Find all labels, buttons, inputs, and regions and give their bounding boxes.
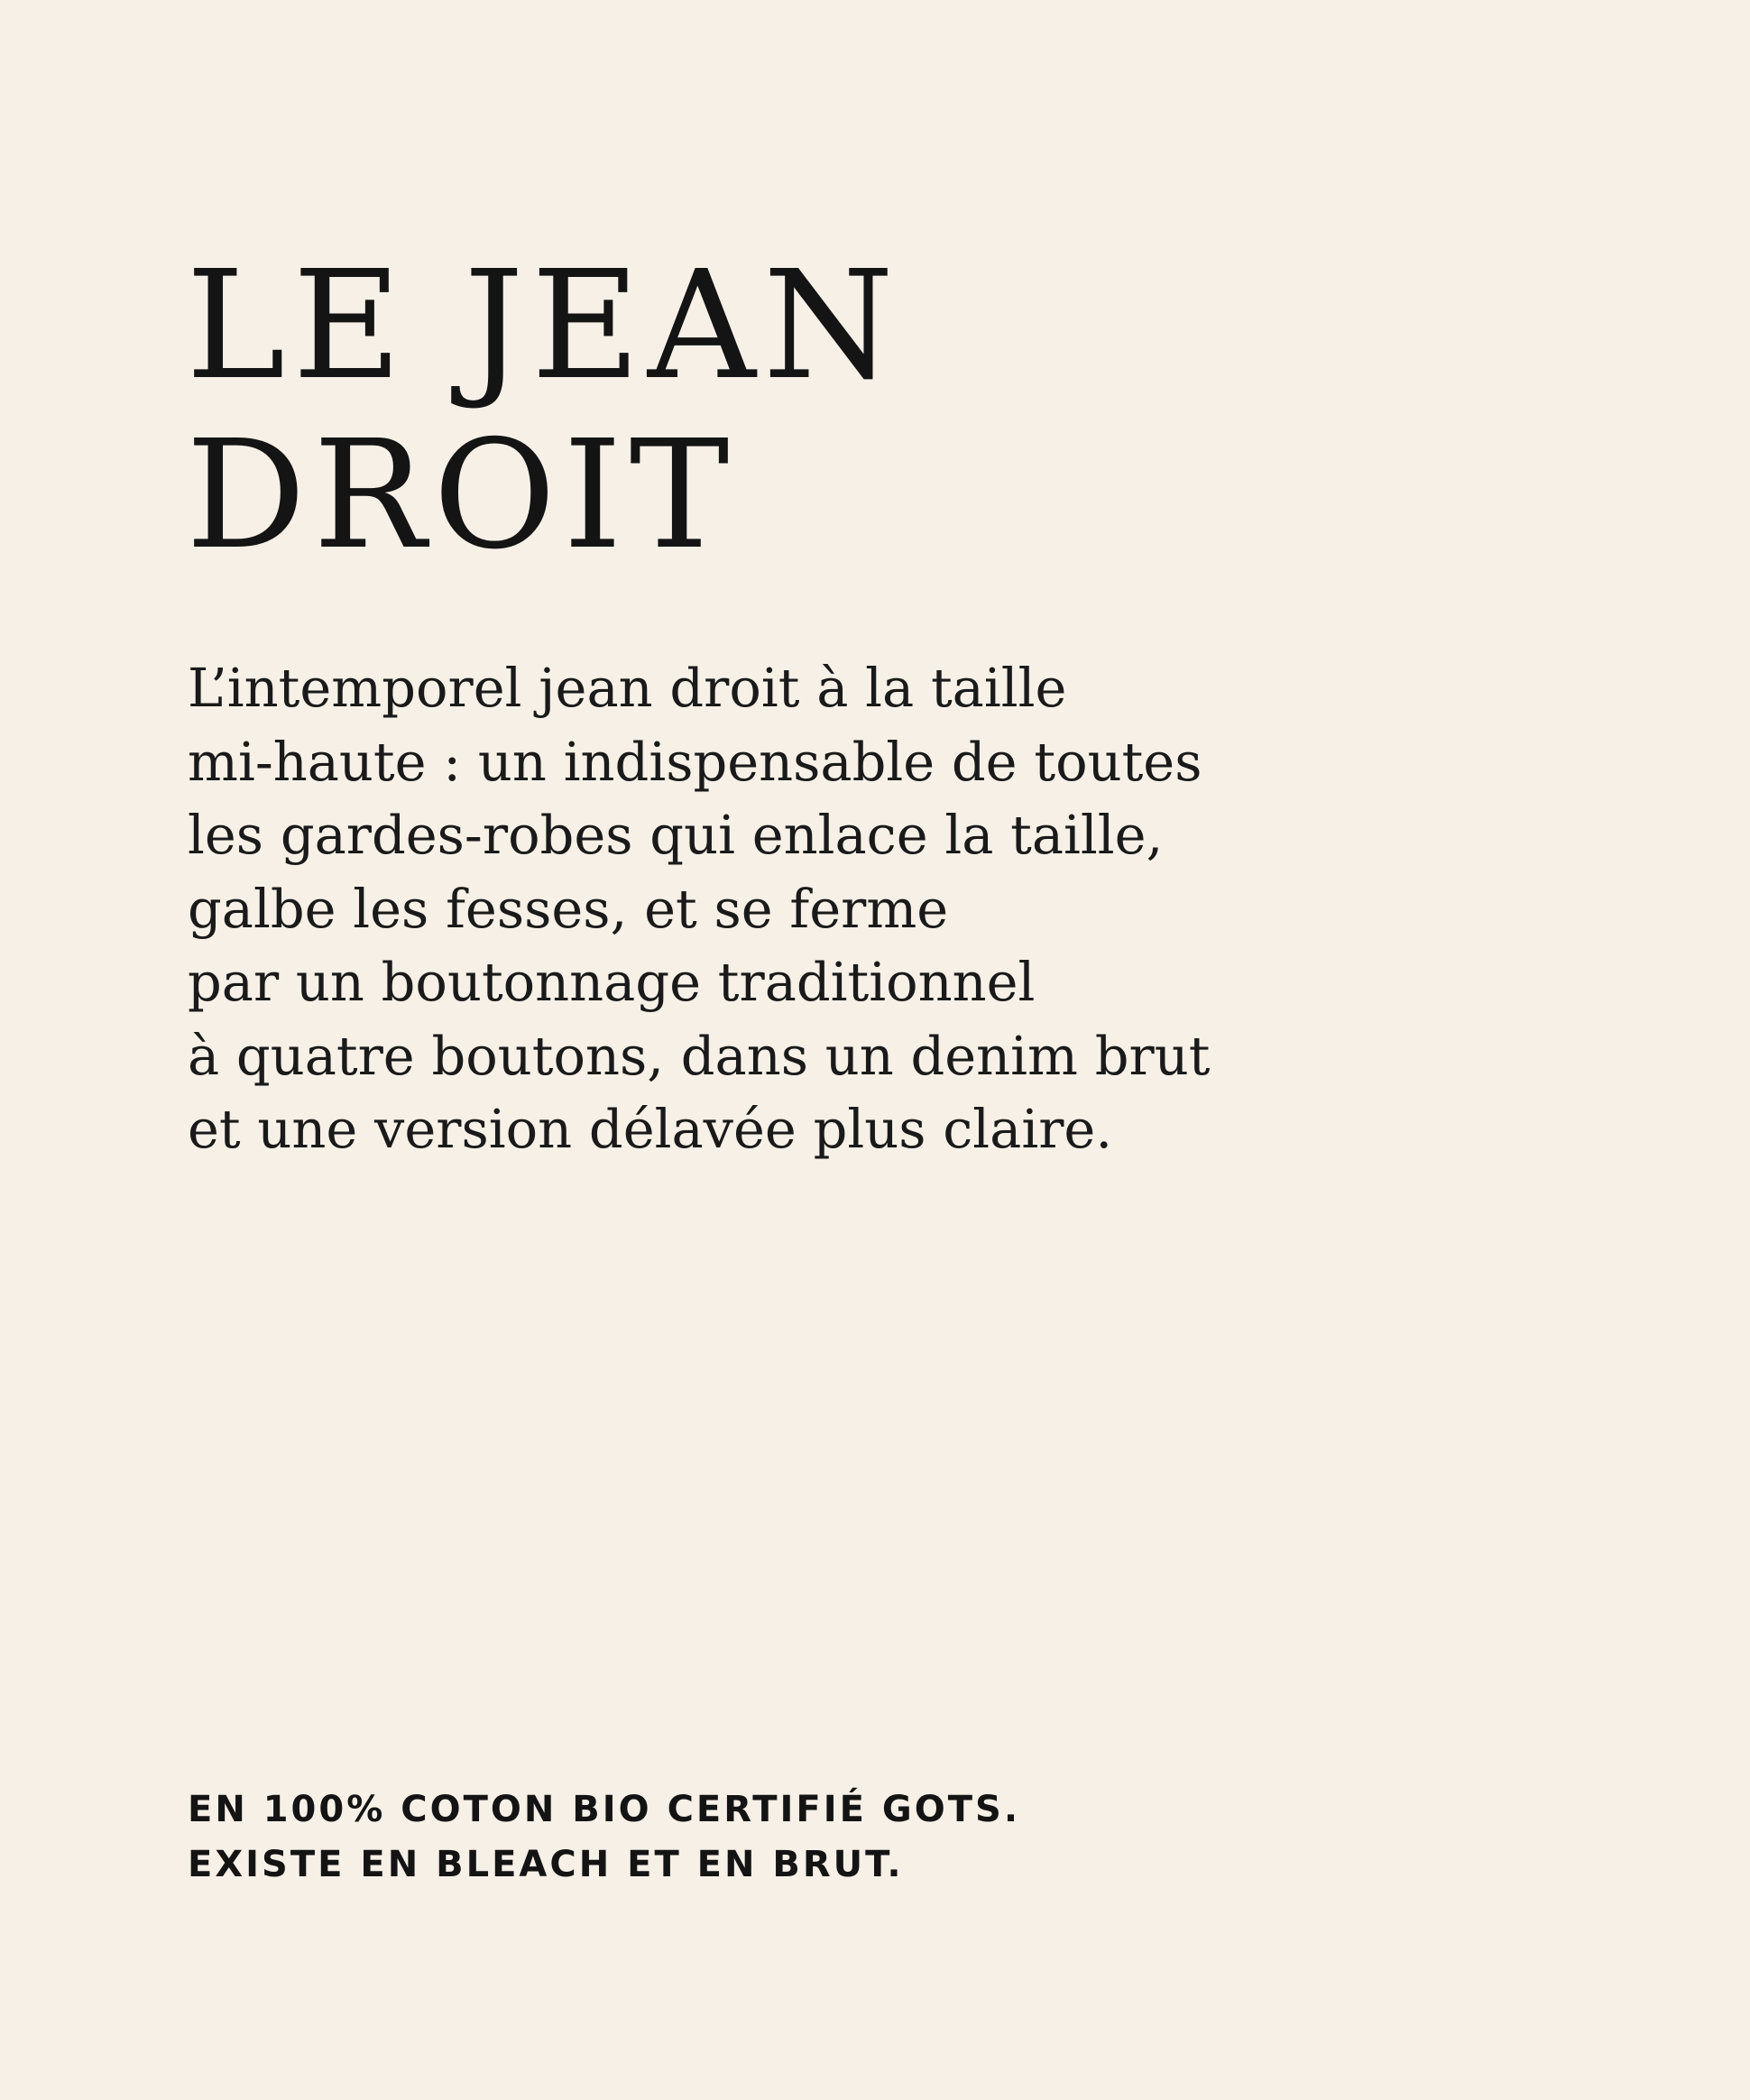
description-line: les gardes-robes qui enlace la taille, <box>188 804 1164 866</box>
description-line: et une version délavée plus claire. <box>188 1098 1113 1160</box>
specs-line: EXISTE EN BLEACH ET EN BRUT. <box>188 1844 904 1885</box>
product-description <box>188 651 1210 1166</box>
specs-line: EN 100% COTON BIO CERTIFIÉ GOTS. <box>188 1789 1021 1830</box>
description-line: à quatre boutons, dans un denim brut <box>188 1024 1211 1087</box>
product-specs <box>188 1782 1020 1893</box>
page-title <box>186 239 902 583</box>
description-line: mi-haute : un indispensable de toutes <box>188 730 1202 793</box>
description-line: L’intemporel jean droit à la taille <box>188 657 1067 719</box>
description-line: galbe les fesses, et se ferme <box>188 877 949 940</box>
description-line: par un boutonnage traditionnel <box>188 951 1036 1013</box>
title-line: DROIT <box>186 409 737 583</box>
title-line: LE JEAN <box>186 239 902 413</box>
